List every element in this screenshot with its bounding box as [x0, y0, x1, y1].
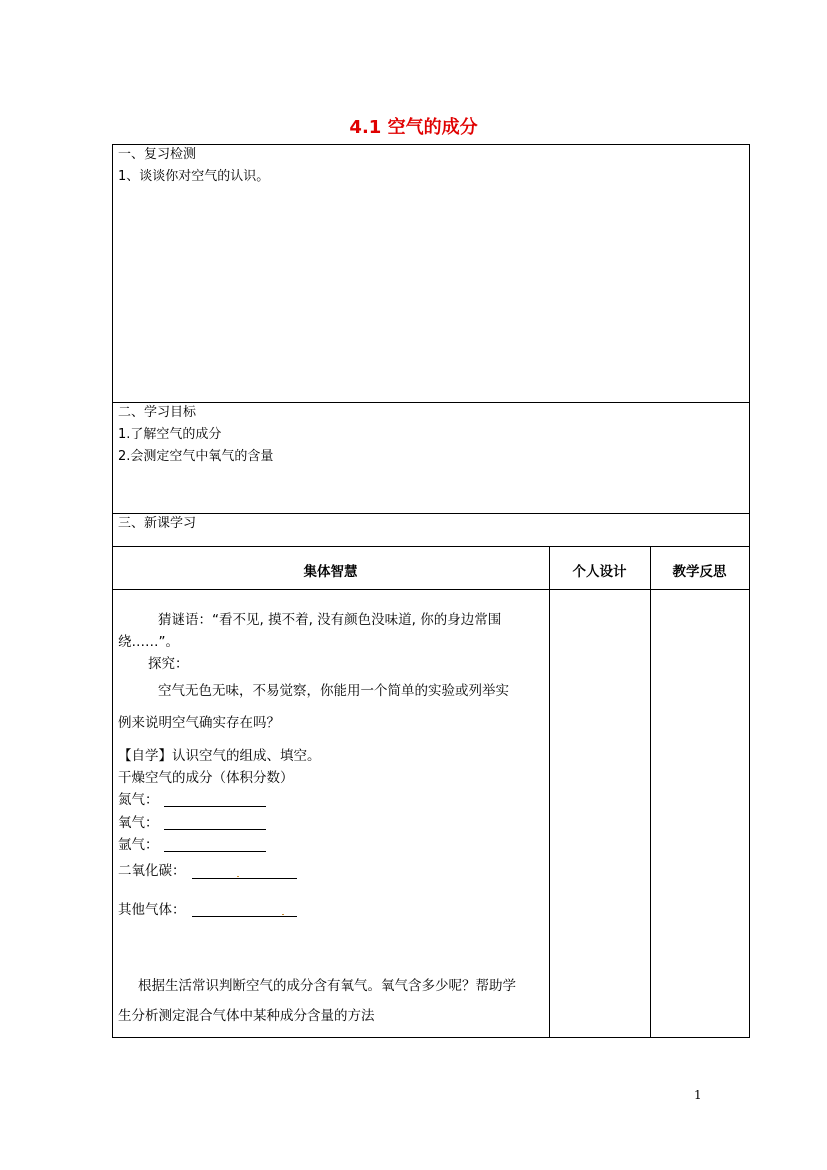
row-divider: [112, 589, 750, 590]
column-header-personal-design: 个人设计: [572, 564, 627, 580]
conclusion-text: 根据生活常识判断空气的成分含有氧气。氧气含多少呢？帮助学: [138, 978, 516, 994]
fill-blank-nitrogen[interactable]: [164, 806, 266, 807]
goal-item: 2.会测定空气中氧气的含量: [118, 449, 274, 464]
document-title: 4.1 空气的成分: [349, 117, 478, 138]
fill-blank-other-gases[interactable]: [192, 916, 297, 917]
fill-label-argon: 氩气：: [118, 837, 159, 853]
section-heading-goals: 二、学习目标: [118, 405, 197, 420]
conclusion-text: 生分析测定混合气体中某种成分含量的方法: [118, 1008, 375, 1024]
explore-label: 探究：: [148, 656, 189, 672]
table-border-right: [749, 144, 750, 1038]
ink-speck: [237, 876, 239, 877]
riddle-text: 绕……”。: [118, 634, 179, 650]
explore-text: 例来说明空气确实存在吗？: [118, 715, 280, 731]
explore-text: 空气无色无味，不易觉察，你能用一个简单的实验或列举实: [158, 683, 509, 699]
section-heading-review: 一、复习检测: [118, 147, 197, 162]
ink-speck: [282, 914, 284, 915]
fill-label-other-gases: 其他气体：: [118, 902, 186, 918]
fill-blank-oxygen[interactable]: [164, 829, 266, 830]
fill-label-co2: 二氧化碳：: [118, 863, 186, 879]
fill-blank-argon[interactable]: [164, 851, 266, 852]
self-study-heading: 【自学】认识空气的组成、填空。: [118, 748, 321, 764]
fill-blank-co2[interactable]: [192, 878, 297, 879]
fill-label-oxygen: 氧气：: [118, 815, 159, 831]
column-header-collective-wisdom: 集体智慧: [303, 564, 358, 580]
composition-title: 干燥空气的成分（体积分数）: [118, 770, 294, 786]
riddle-text: 猜谜语：“看不见, 摸不着, 没有颜色没味道, 你的身边常围: [158, 612, 502, 628]
section-heading-new-lesson: 三、新课学习: [118, 516, 197, 531]
column-header-teaching-reflection: 教学反思: [672, 564, 727, 580]
row-divider: [112, 513, 750, 514]
table-border-left: [112, 144, 113, 1038]
worksheet-table: [112, 144, 750, 1038]
column-divider: [650, 546, 651, 1038]
table-border-top: [112, 144, 750, 145]
column-divider: [549, 546, 550, 1038]
page-number: 1: [694, 1088, 702, 1102]
fill-label-nitrogen: 氮气：: [118, 792, 159, 808]
goal-item: 1.了解空气的成分: [118, 427, 222, 442]
row-divider: [112, 546, 750, 547]
table-border-bottom: [112, 1037, 750, 1038]
review-question: 1、谈谈你对空气的认识。: [118, 169, 270, 184]
row-divider: [112, 402, 750, 403]
